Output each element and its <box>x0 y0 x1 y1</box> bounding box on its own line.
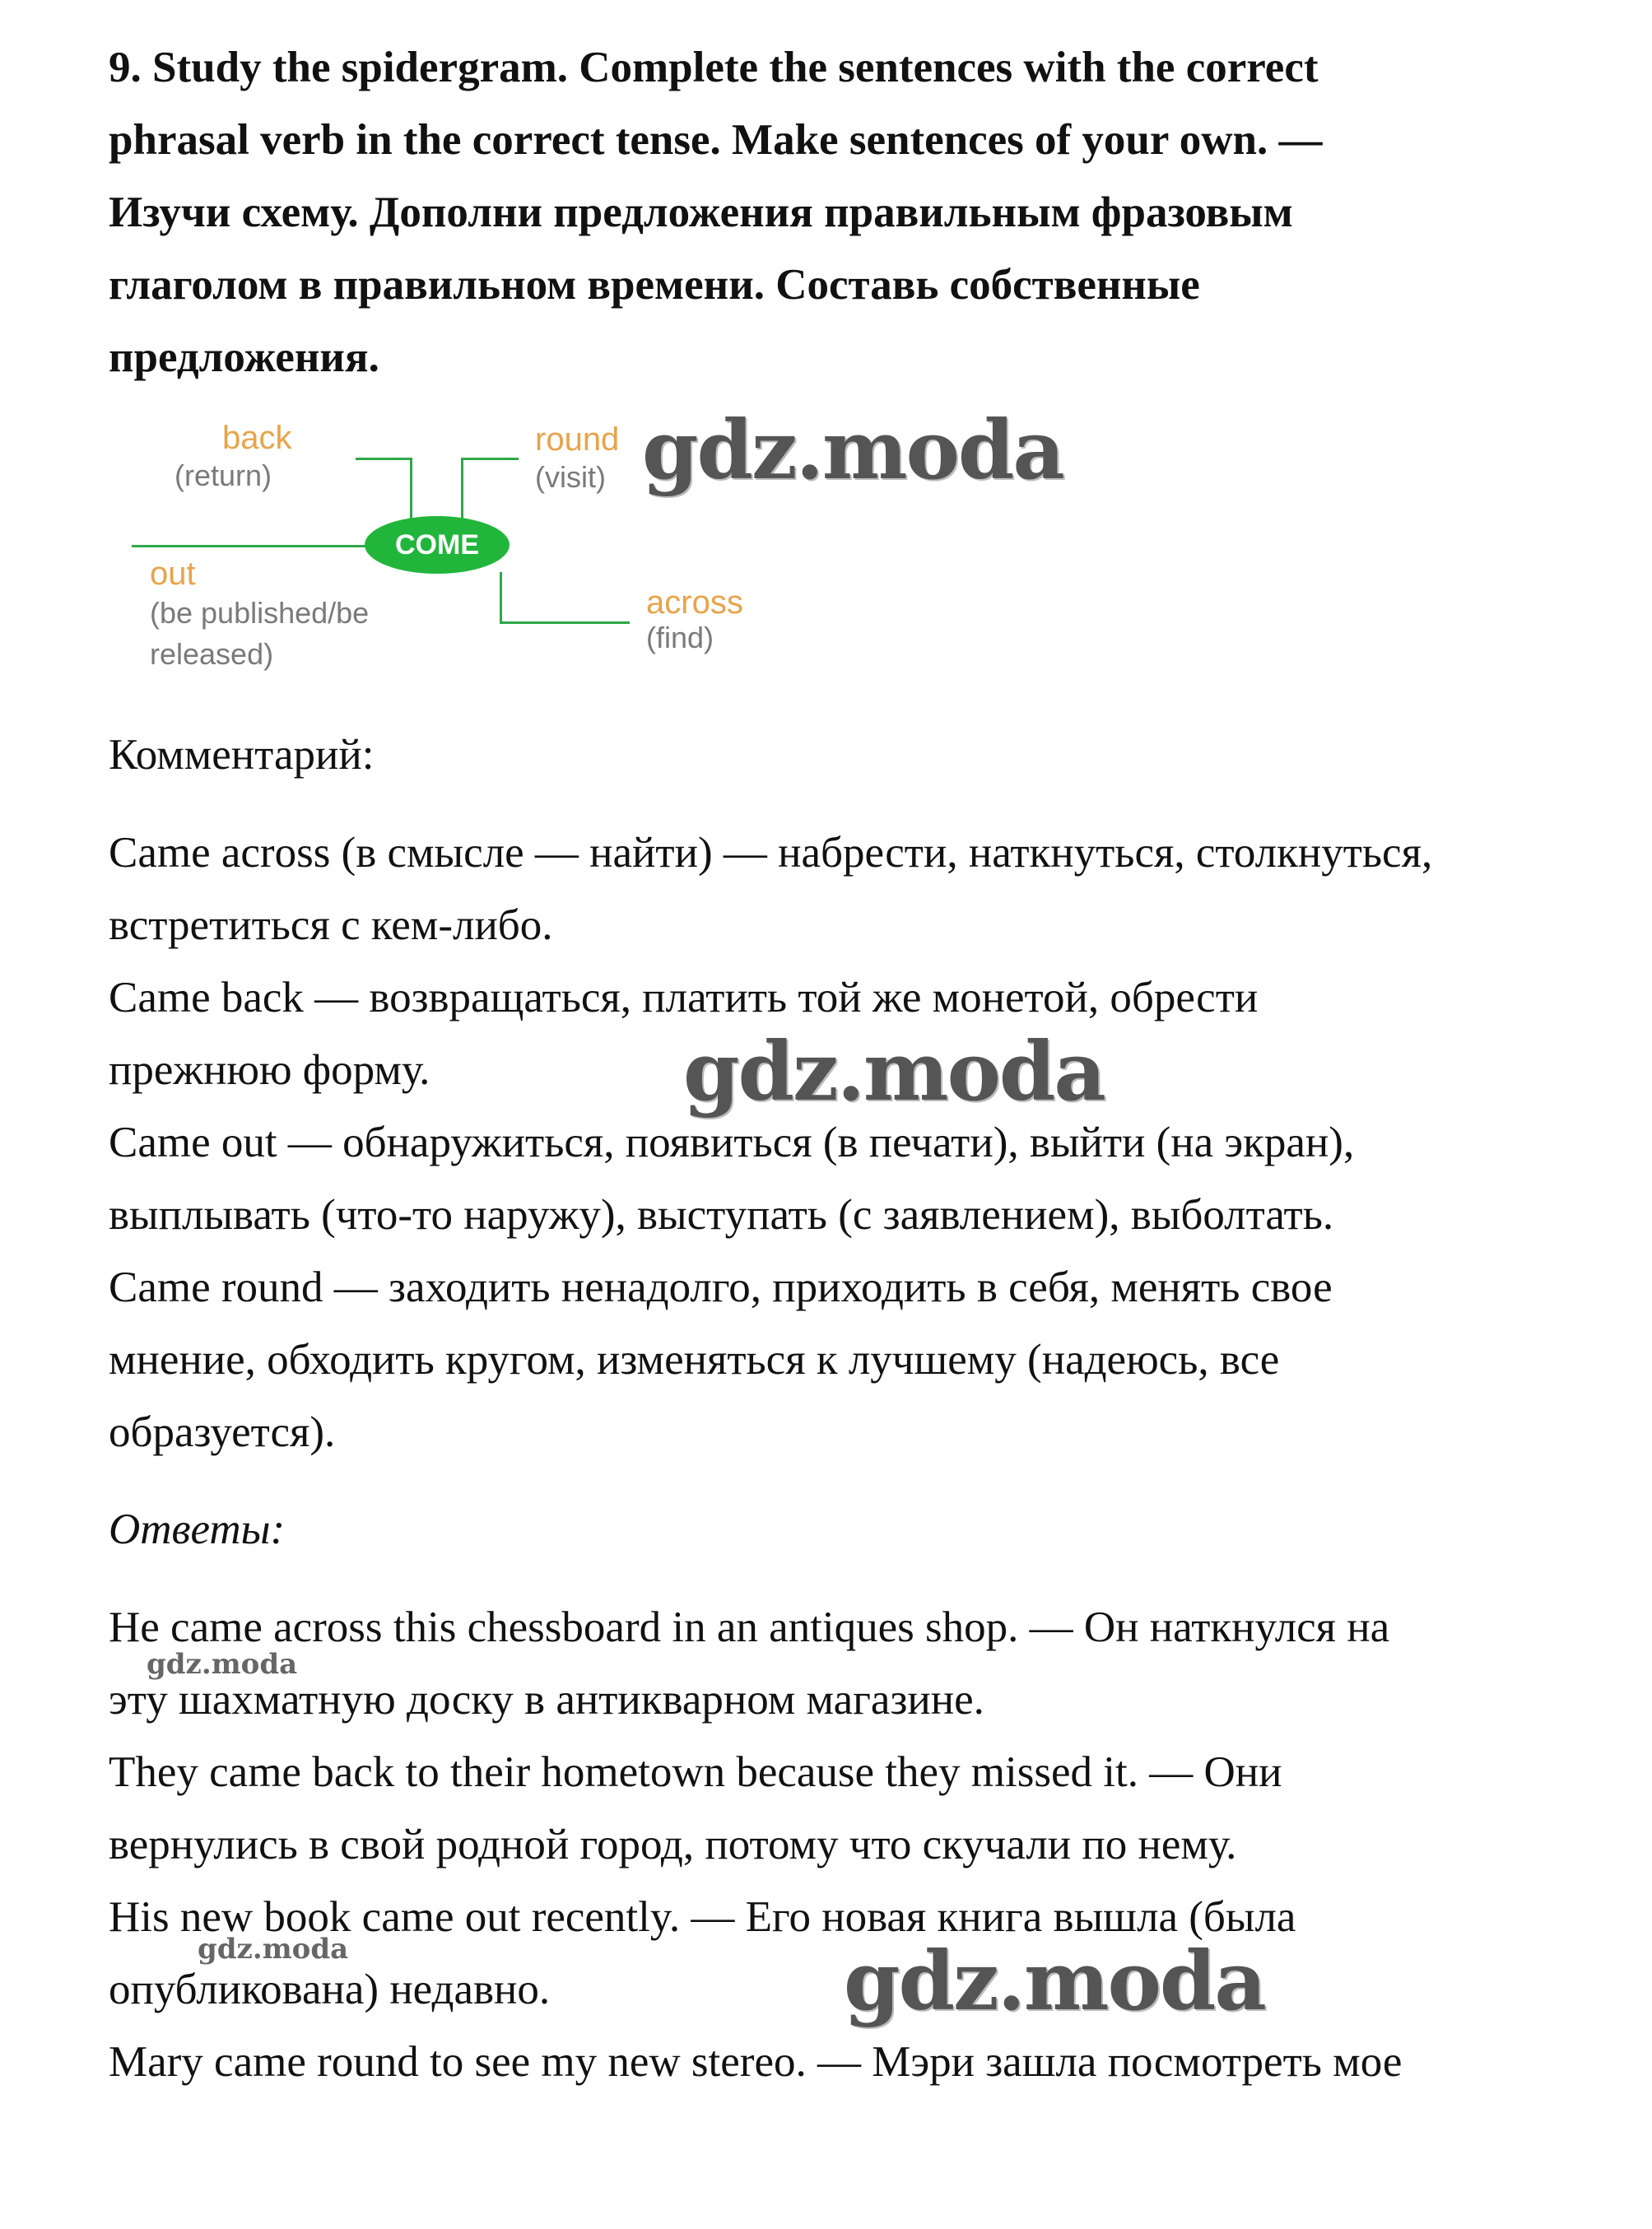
commentary-line: выплывать (что-то наружу), выступать (с заявлением), выболтать. <box>109 1191 1334 1239</box>
spidergram-gloss-out: released) <box>150 637 274 671</box>
watermark: gdz.moda <box>642 403 1063 498</box>
spidergram-gloss-out: (be published/be <box>150 596 370 630</box>
watermark: gdz.moda <box>683 1025 1105 1119</box>
answer-line: Mary came round to see my new stereo. — Мэри зашла посмотреть мое <box>109 2038 1403 2086</box>
answer-line: вернулись в свой родной город, потому что скучали по нему. <box>109 1821 1237 1868</box>
commentary-heading <box>109 719 374 791</box>
connector-round-vertical <box>461 458 463 519</box>
commentary-line: мнение, обходить кругом, изменяться к лучшему (надеюсь, все <box>109 1336 1280 1384</box>
commentary-line: прежнюю форму. <box>109 1046 430 1094</box>
task-heading-line: 9. Study the spidergram. Complete the sentences with the correct <box>109 44 1319 91</box>
answers-heading-text: Ответы: <box>109 1505 286 1553</box>
spidergram-gloss-back: (return) <box>175 458 272 492</box>
watermark: gdz.moda <box>147 1648 298 1681</box>
spidergram-word-across: across <box>646 584 743 621</box>
commentary-body <box>109 817 1432 1468</box>
connector-across-vertical <box>500 572 502 623</box>
task-heading-line: предложения. <box>109 333 379 381</box>
commentary-line: Came out — обнаружиться, появиться (в печати), выйти (на экран), <box>109 1119 1355 1166</box>
spidergram-word-out: out <box>150 556 196 592</box>
spidergram-gloss-across: (find) <box>646 621 714 654</box>
task-heading <box>109 31 1574 393</box>
commentary-line: Came back — возвращаться, платить той же монетой, обрести <box>109 974 1259 1021</box>
connector-back-vertical <box>410 458 412 519</box>
commentary-line: Came round — заходить ненадолго, приходить в себя, менять свое <box>109 1263 1333 1311</box>
task-heading-line: глаголом в правильном времени. Составь собственные <box>109 261 1200 309</box>
watermark: gdz.moda <box>198 1933 349 1966</box>
watermark: gdz.moda <box>844 1934 1265 2029</box>
answer-line: опубликована) недавно. <box>109 1966 551 2013</box>
connector-round <box>461 458 519 460</box>
connector-back <box>356 458 412 460</box>
spidergram-word-round: round <box>535 421 620 458</box>
task-heading-line: Изучи схему. Дополни предложения правильным фразовым <box>109 188 1293 236</box>
commentary-line: образуется). <box>109 1408 336 1456</box>
spidergram-gloss-round: (visit) <box>535 460 606 494</box>
commentary-line: Came across (в смысле — найти) — набрести, наткнуться, столкнуться, <box>109 829 1433 877</box>
answer-line: эту шахматную доску в антикварном магазине. <box>109 1676 984 1724</box>
connector-out <box>132 545 366 547</box>
connector-across <box>500 621 630 624</box>
answer-line: His new book came out recently. — Его новая книга вышла (была <box>109 1893 1296 1941</box>
spidergram-word-back: back <box>222 420 292 456</box>
commentary-heading-text: Комментарий: <box>109 731 375 779</box>
answer-line: They came back to their hometown because they missed it. — Они <box>109 1748 1282 1796</box>
commentary-line: встретиться с кем-либо. <box>109 901 553 949</box>
answers-heading <box>109 1493 285 1566</box>
spidergram-center-come: COME <box>365 516 510 574</box>
task-heading-line: phrasal verb in the correct tense. Make sentences of your own. — <box>109 116 1323 164</box>
answer-line: He came across this chessboard in an antiques shop. — Он наткнулся на <box>109 1603 1390 1651</box>
